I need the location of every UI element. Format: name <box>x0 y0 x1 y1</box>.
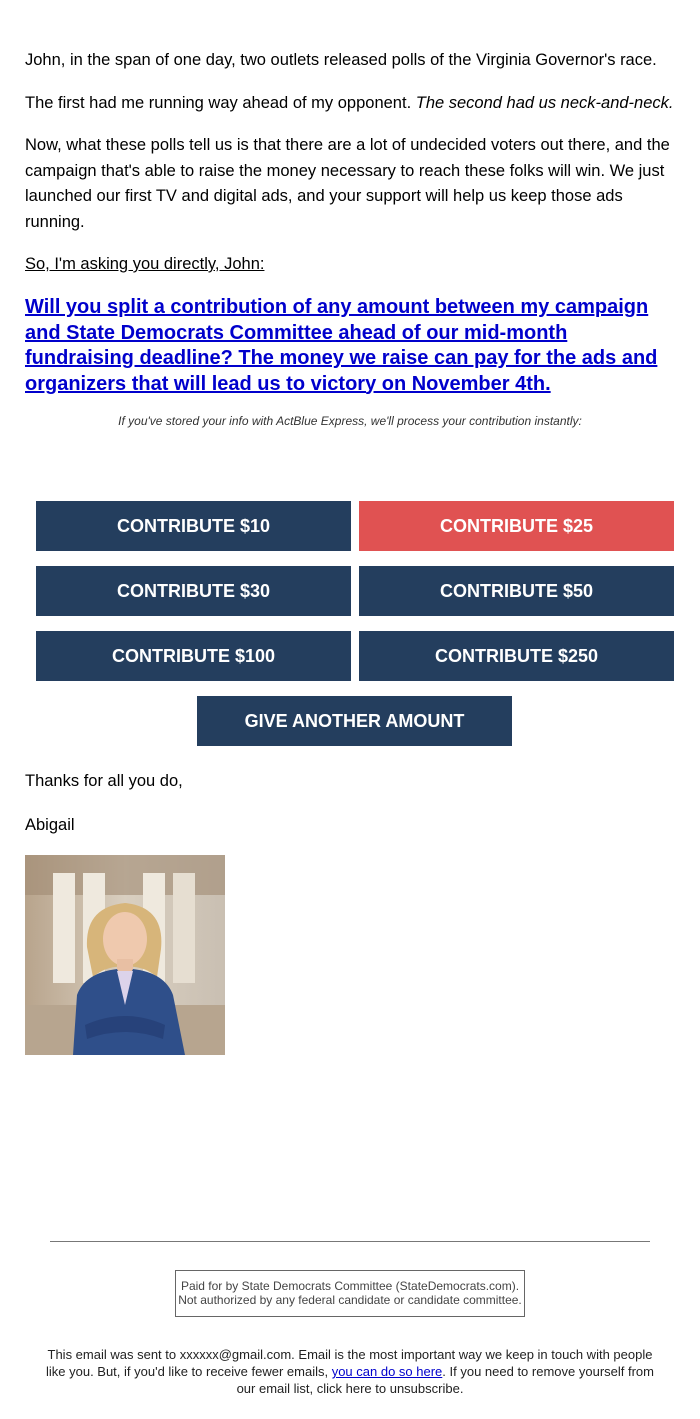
first-poll-text: The first had me running way ahead of my opponent. <box>25 93 416 112</box>
recipient-email: xxxxxx@gmail.com <box>179 1347 292 1362</box>
second-poll-text: The second had us neck-and-neck. <box>415 93 674 112</box>
sent-to-suffix: . If you need to remove yourself from our email list, click here to unsubscribe. <box>236 1364 654 1396</box>
contribute-30-button[interactable]: CONTRIBUTE $30 <box>36 566 351 616</box>
contribute-250-button[interactable]: CONTRIBUTE $250 <box>359 631 674 681</box>
footer-divider <box>50 1241 650 1242</box>
contribute-10-button[interactable]: CONTRIBUTE $10 <box>36 501 351 551</box>
contribution-headline-link[interactable]: Will you split a contribution of any amount between my campaign and State Democrats Committee ahead of our mid-month fundraising deadline? The money we raise can pay for the ads and organizers that will lead us to victory on November 4th. <box>25 296 658 395</box>
footer-text <box>45 1346 655 1397</box>
signature-name: Abigail <box>25 816 75 834</box>
ask-line: So, I'm asking you directly, John: <box>25 255 265 273</box>
email-body <box>25 48 675 446</box>
actblue-express-note: If you've stored your info with ActBlue Express, we'll process your contribution instantly: <box>118 414 582 428</box>
candidate-photo <box>25 855 225 1055</box>
sent-to-middle: . Email is the most important way we keep in touch with people like you. But, if you'd like to receive fewer emails, <box>45 1347 653 1379</box>
paragraph-first-poll <box>25 91 675 117</box>
paid-for-disclaimer: Paid for by State Democrats Committee (StateDemocrats.com). Not authorized by any federal candidate or candidate committee. <box>175 1270 525 1317</box>
contribute-25-button[interactable]: CONTRIBUTE $25 <box>359 501 674 551</box>
thanks-line: Thanks for all you do, <box>25 772 183 790</box>
fewer-emails-link[interactable]: you can do so here <box>331 1364 443 1379</box>
sent-to-prefix: This email was sent to <box>47 1347 180 1362</box>
paragraph-polls: John, in the span of one day, two outlets released polls of the Virginia Governor's race. <box>25 51 657 69</box>
give-another-amount-button[interactable]: GIVE ANOTHER AMOUNT <box>197 696 512 746</box>
paragraph-undecided: Now, what these polls tell us is that there are a lot of undecided voters out there, and the campaign that's able to raise the money necessary to reach these folks will win. We just launched our first TV and digital ads, and your support will help us keep those ads running. <box>25 136 670 231</box>
contribute-100-button[interactable]: CONTRIBUTE $100 <box>36 631 351 681</box>
contribute-50-button[interactable]: CONTRIBUTE $50 <box>359 566 674 616</box>
